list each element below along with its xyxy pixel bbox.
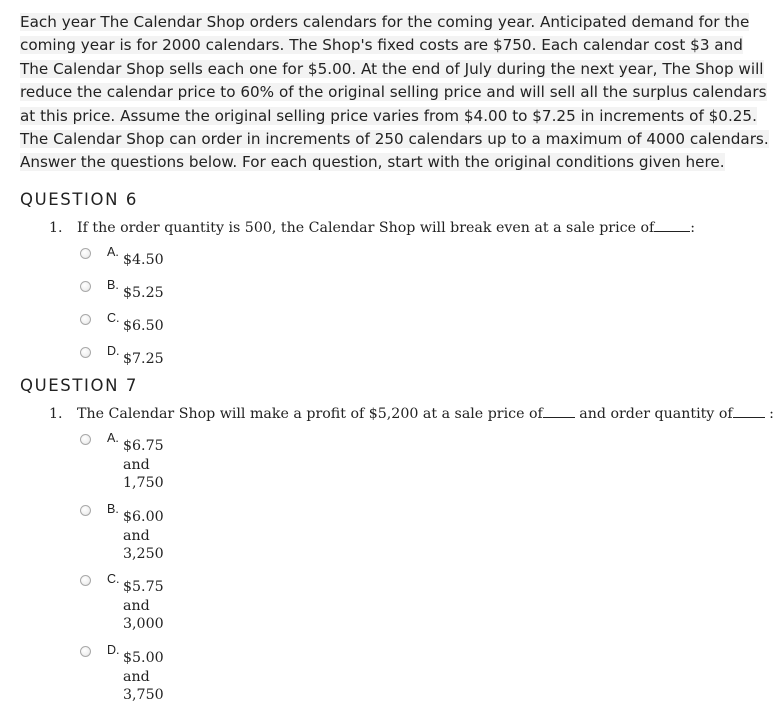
question-7-text-part1: The Calendar Shop will make a profit of $5,200 at a sale price of [77,406,543,422]
question-7-end: : [764,406,774,422]
option-value: $4.50 [123,252,164,268]
option-quantity: 1,750 [123,475,164,491]
question-6-end: : [690,220,696,236]
option-conjunction: and [123,527,150,544]
question-number: 1. [49,406,63,422]
option-conjunction: and [123,668,150,685]
option-letter: D. [107,344,120,358]
option-value: $7.25 [123,351,164,367]
question-6-text: If the order quantity is 500, the Calendar Shop will break even at a sale price of [77,220,655,236]
question-7-prompt [49,405,774,422]
answer-blank-quantity [733,405,765,418]
radio-button[interactable] [80,575,91,586]
question-6-prompt [49,219,695,236]
option-value: $5.25 [123,285,164,301]
question-7-text-part2: and order quantity of [574,406,733,422]
option-letter: A. [107,245,119,259]
radio-button[interactable] [80,281,91,292]
option-price: $6.75 [123,438,164,454]
option-letter: A. [107,431,119,445]
answer-blank-price [543,405,575,418]
problem-statement-text: Each year The Calendar Shop orders calendars for the coming year. Anticipated demand for the coming year is for 2000 calendars. The Shop's fixed costs are $750. Each calendar cost $3 and The Calendar Shop sells each one for $5.00. At the end of July during the next year, The Shop will reduce the calendar price to 60% of the original selling price and will sell all the surplus calendars at this price. Assume the original selling price varies from $4.00 to $7.25 in increments of $0.25. The Calendar Shop can order in increments of 250 calendars up to a maximum of 4000 calendars. Answer the questions below. For each question, start with the original conditions given here. [20,13,769,172]
option-letter: C. [107,572,120,586]
option-price: $5.75 [123,579,164,595]
option-letter: D. [107,643,120,657]
option-quantity: 3,250 [123,546,164,562]
question-number: 1. [49,220,63,236]
option-value [123,649,164,705]
radio-button[interactable] [80,314,91,325]
radio-button[interactable] [80,646,91,657]
radio-button[interactable] [80,434,91,445]
option-value [123,508,164,564]
problem-statement [20,11,775,175]
radio-button[interactable] [80,248,91,259]
option-letter: B. [107,278,119,292]
question-7-heading: QUESTION 7 [20,376,138,395]
option-value: $6.50 [123,318,164,334]
option-conjunction: and [123,456,150,473]
option-letter: B. [107,502,119,516]
radio-button[interactable] [80,505,91,516]
option-quantity: 3,750 [123,687,164,703]
option-value [123,437,164,493]
answer-blank [654,219,690,232]
option-conjunction: and [123,597,150,614]
radio-button[interactable] [80,347,91,358]
question-6-heading: QUESTION 6 [20,190,138,209]
option-letter: C. [107,311,120,325]
option-quantity: 3,000 [123,616,164,632]
option-price: $6.00 [123,509,164,525]
option-price: $5.00 [123,650,164,666]
option-value [123,578,164,634]
